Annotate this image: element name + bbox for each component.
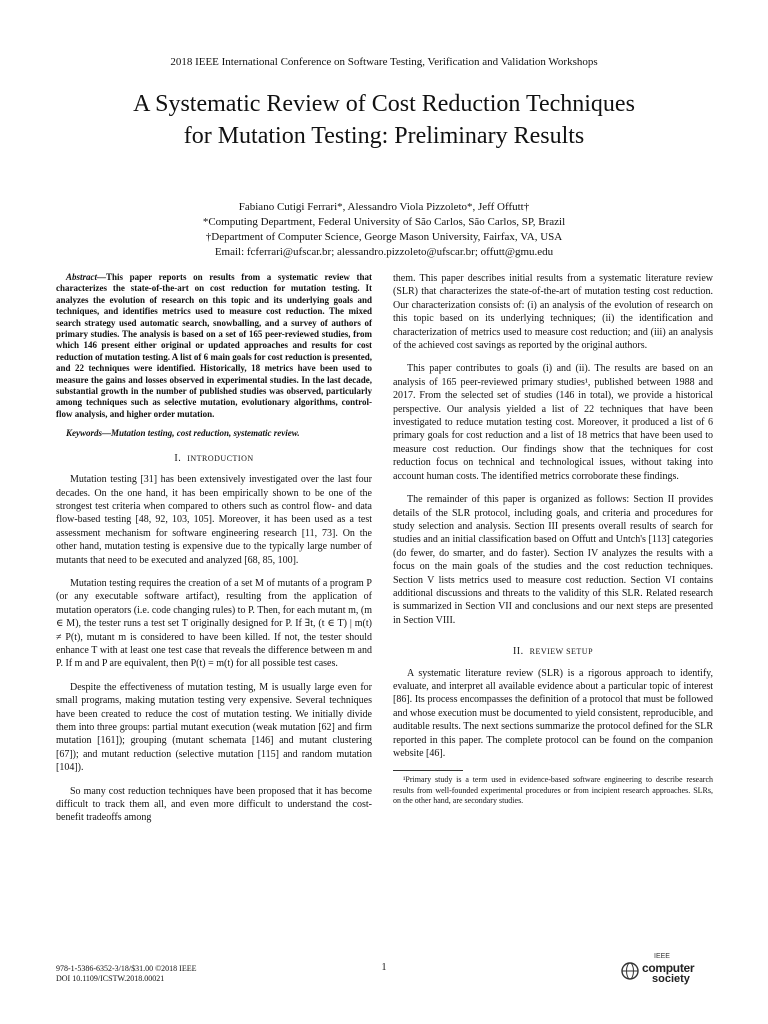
section-heading-introduction <box>56 452 372 465</box>
isbn: 978-1-5386-6352-3/18/$31.00 ©2018 IEEE <box>56 964 197 973</box>
keywords-label: Keywords <box>66 428 102 439</box>
keywords-text: —Mutation testing, cost reduction, systematic review. <box>102 428 300 439</box>
abstract-label: Abstract <box>66 272 98 282</box>
intro-paragraph-6: This paper contributes to goals (i) and (ii). The results are based on an analysis of 165 peer-reviewed primary studies¹, published between 1988 and 2017. From the selected set of studies (146 in total), we provide a historical perspective. Our analysis yielded a list of 22 techniques that have been investigated to reduce mutation testing cost. Moreover, it produced a list of 6 primary goals for cost reduction and a list of 18 metrics that have been used to measure cost reduction. Our findings show that the techniques for cost reduction focus on technical and technological issues, without taking into account human costs. The identified metrics corroborate these findings. <box>393 363 713 482</box>
logo-ieee: IEEE <box>654 953 670 960</box>
globe-icon <box>620 961 640 981</box>
intro-paragraph-1: Mutation testing [31] has been extensively investigated over the last four decades. On the one hand, it has been empirically shown to be one of the strongest test criteria when compared to others such as control flow- and data flow-based testing [48, 92, 103, 105]. Moreover, it has been used as a test assessment mechanism for software engineering research [11, 73]. On the other hand, mutation testing is expensive due to the typically large number of mutants that need to be executed and analyzed [68, 85, 100]. <box>56 474 372 566</box>
footnote: ¹Primary study is a term used in evidence-based software engineering to describe research results from well-founded experimental procedures or from incipient research approaches. SLRs, on the other hand, are secondary studies. <box>393 775 713 806</box>
section-title: INTRODUCTION <box>187 453 254 463</box>
title-line-1: A Systematic Review of Cost Reduction Techniques <box>133 91 635 117</box>
intro-paragraph-4: So many cost reduction techniques have been proposed that it has become difficult to track them all, and even more difficult to understand the cost-benefit tradeoffs among <box>56 785 372 824</box>
keywords <box>56 428 372 439</box>
section-number: I. <box>174 452 182 464</box>
section-title: REVIEW SETUP <box>529 647 594 657</box>
logo-computer: computer <box>642 961 695 975</box>
review-setup-paragraph: A systematic literature review (SLR) is a rigorous approach to identify, evaluate, and interpret all available evidence about a particular topic of interest [86]. Its process encompasses the definition of a protocol that must be followed and whose execution must be documented to yield consistent, reproducible, and auditable results. The next sections summarize the protocol defined for the SLR reported in this paper. The complete protocol can be found on the companion website [46]. <box>393 667 713 759</box>
section-number: II. <box>512 646 524 658</box>
abstract-text: —This paper reports on results from a systematic review that characterizes the state-of-the-art on cost reduction for mutation testing. It analyzes the evolution of research on this topic and its underlying goals and techniques, and identifies metrics used to measure cost reduction. The mixed search strategy used automatic search, snowballing, and a survey of authors of primary studies. The analysis is based on a set of 165 peer-reviewed studies, from which 146 present either original or updated approaches and results for cost reduction of mutation testing. A list of 6 main goals for cost reduction is presented, and 22 techniques were identified. Historically, 18 metrics have been used to measure the gains and losses observed in experimental studies. In the last decade, substantial growth in the number of published studies was observed, particularly among techniques such as selective mutation, evolutionary algorithms, control-flow analysis, and higher order mutation. <box>56 272 372 419</box>
paper-title <box>40 88 728 152</box>
intro-paragraph-2: Mutation testing requires the creation of a set M of mutants of a program P (or any executable software artifact), resulting from the application of mutation operators (i.e. code changing rules) to P. Then, for each mutant m, (m ∈ M), the tester runs a test set T originally designed for P. If ∃t, (t ∈ T) | m(t) ≠ P(t), mutant m is considered to have been killed. If not, the tester should enhance T with at least one test case that reveals the difference between m and P. If m and P are equivalent, then P(t) = m(t) for all possible test cases. <box>56 577 372 670</box>
intro-paragraph-7: The remainder of this paper is organized as follows: Section II provides details of the SLR protocol, including goals, and criteria and procedures for study selection and analysis. Section III presents overall results of search for studies and an initial classification based on Offutt and Untch's [113] categories (do fewer, do smarter, and do faster). Section IV analyzes the results with a focus on the main goals of the studies and the cost reduction techniques. Section V lists metrics used to measure cost reduction. Section VI contains additional discussions and threats to the validity of this SLR. Related research is summarized in Section VII and conclusions and our next steps are presented in Section VIII. <box>393 494 713 626</box>
abstract <box>56 272 372 420</box>
section-heading-review-setup <box>393 645 713 658</box>
intro-paragraph-5: them. This paper describes initial results from a systematic literature review (SLR) that characterizes the state-of-the-art of mutation testing cost reduction. Our characterization consists of: (i) an analysis of the evolution of research on this topic based on its underlying techniques; (ii) the identification and characterization of metrics used to measure cost reduction; and (iii) an analysis of the achieved cost savings as reported by the original authors. <box>393 273 713 352</box>
title-line-2: for Mutation Testing: Preliminary Results <box>183 123 585 149</box>
author-block <box>0 200 768 260</box>
right-column <box>393 272 713 807</box>
author-emails: Email: fcferrari@ufscar.br; alessandro.pizzoleto@ufscar.br; offutt@gmu.edu <box>214 246 554 258</box>
page-number: 1 <box>381 962 387 973</box>
conference-header: 2018 IEEE International Conference on Software Testing, Verification and Validation Workshops <box>170 56 598 68</box>
doi: DOI 10.1109/ICSTW.2018.00021 <box>56 974 165 983</box>
left-column <box>56 272 372 835</box>
ieee-computer-society-logo <box>618 953 718 987</box>
affiliation-1: *Computing Department, Federal University of São Carlos, São Carlos, SP, Brazil <box>202 216 566 228</box>
footnote-rule <box>393 770 463 771</box>
logo-society: society <box>652 973 690 985</box>
intro-paragraph-3: Despite the effectiveness of mutation testing, M is usually large even for small programs, making mutation testing very expensive. Several techniques have been created to reduce the cost of mutation testing. We initially divide them into three groups: partial mutant execution (weak mutation [62] and firm mutation [161]); grouping (mutant schemata [146] and mutant clustering [67]); and mutant reduction (selective mutation [115] and random mutation [104]). <box>56 681 372 774</box>
affiliation-2: †Department of Computer Science, George Mason University, Fairfax, VA, USA <box>205 231 563 243</box>
author-names: Fabiano Cutigi Ferrari*, Alessandro Viola Pizzoleto*, Jeff Offutt† <box>238 201 530 213</box>
